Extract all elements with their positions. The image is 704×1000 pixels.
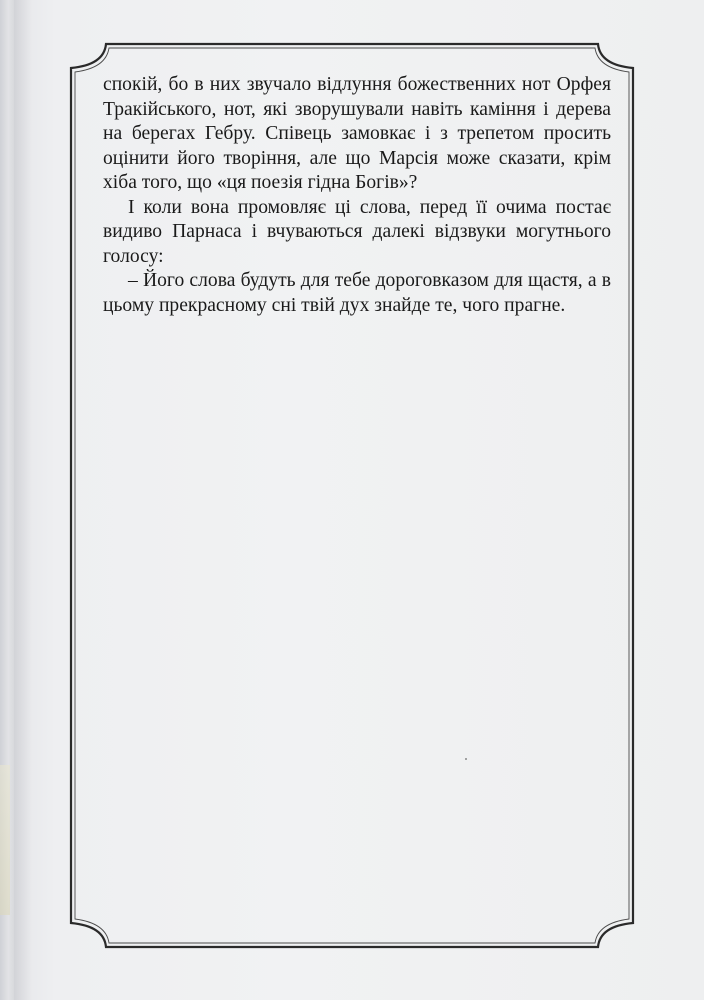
paragraph-2: І коли вона промовляє ці слова, перед її очима постає видиво Парнаса і вчуваються далекі відзвуки могутнього голосу: [103, 196, 611, 267]
paper-speck [465, 758, 467, 760]
paragraph-3-dialogue: – Його слова будуть для тебе дороговказом для щастя, а в цьому прекрасному сні твій дух знайде те, чого прагне. [103, 270, 611, 316]
paragraph-1: спокій, бо в них звучало відлуння божественних нот Орфея Тракійського, нот, які зворушували навіть каміння і дерева на берегах Гебру. Співець замовкає і з трепетом просить оцінити його творіння, але що Марсія може сказати, крім хіба того, що «ця поезія гідна Богів»? [103, 74, 611, 193]
page-body-text [103, 73, 611, 318]
